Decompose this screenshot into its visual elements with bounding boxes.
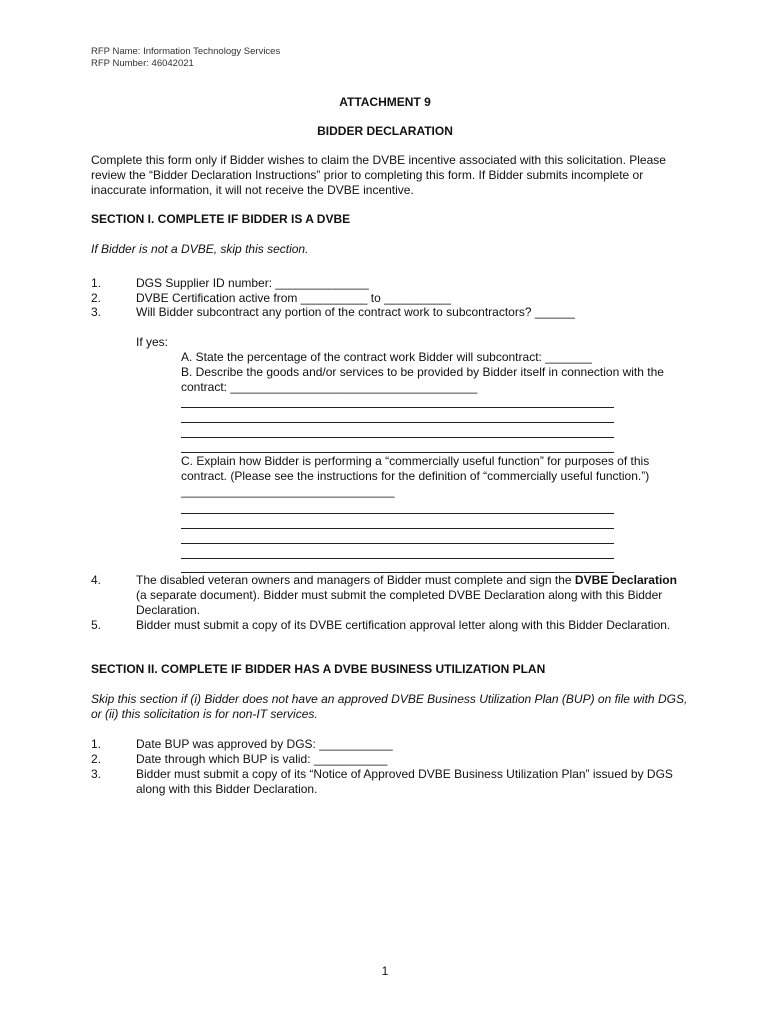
dvbe-declaration-term: DVBE Declaration — [574, 573, 677, 587]
s2-item-3-text: Bidder must submit a copy of its “Notice of Approved DVBE Business Utilization Plan” issued by DGS along with this Bidder Declaration. — [136, 767, 673, 796]
s2-item-2-number: 2. — [91, 752, 102, 766]
answer-line — [181, 558, 614, 559]
answer-line — [181, 513, 614, 514]
rfp-number: RFP Number: 46042021 — [91, 58, 194, 69]
s1-item-5-text: Bidder must submit a copy of its DVBE certification approval letter along with this Bidder Declaration. — [136, 618, 671, 632]
section-2-heading: SECTION II. COMPLETE IF BIDDER HAS A DVBE BUSINESS UTILIZATION PLAN — [91, 662, 546, 676]
section-1-note: If Bidder is not a DVBE, skip this section. — [91, 242, 309, 256]
rfp-name: RFP Name: Information Technology Services — [91, 46, 281, 57]
answer-line — [181, 437, 614, 438]
s2-item-1-number: 1. — [91, 737, 102, 751]
s1-item-4-post: (a separate document). Bidder must submit the completed DVBE Declaration along with this Bidder Declaration. — [136, 588, 663, 617]
answer-line — [181, 407, 614, 408]
s2-item-2-text: Date through which BUP is valid: ___________ — [136, 752, 388, 766]
s1-item-2-text: DVBE Certification active from __________ to __________ — [136, 291, 451, 305]
intro-paragraph: Complete this form only if Bidder wishes to claim the DVBE incentive associated with this solicitation. Please review the “Bidder Declaration Instructions” prior to completing this form. If Bidder submits incomplete or inaccurate information, it will not receive the DVBE incentive. — [91, 153, 666, 197]
s1-item-4-number: 4. — [91, 573, 102, 587]
section-2-note: Skip this section if (i) Bidder does not have an approved DVBE Business Utilization Plan (BUP) on file with DGS, or (ii) this solicitation is for non-IT services. — [91, 692, 688, 721]
s1-item-3-number: 3. — [91, 305, 102, 319]
s1-item-5-number: 5. — [91, 618, 102, 632]
s2-item-1-text: Date BUP was approved by DGS: ___________ — [136, 737, 393, 751]
page-number: 1 — [381, 964, 389, 978]
attachment-title: ATTACHMENT 9 — [339, 95, 431, 109]
s1-item-1-text: DGS Supplier ID number: ______________ — [136, 276, 369, 290]
page-header — [91, 46, 280, 70]
s1-item-4-pre: The disabled veteran owners and managers of Bidder must complete and sign the — [136, 573, 575, 587]
answer-line — [181, 528, 614, 529]
answer-line — [181, 452, 614, 453]
document-title: BIDDER DECLARATION — [317, 124, 453, 138]
if-yes-label: If yes: — [136, 335, 169, 349]
s1-item-1-number: 1. — [91, 276, 102, 290]
s1-item-3-text: Will Bidder subcontract any portion of the contract work to subcontractors? ______ — [136, 305, 575, 319]
sub-item-c: C. Explain how Bidder is performing a “commercially useful function” for purposes of this contract. (Please see the instructions for the definition of “commercially useful function.”) ________________________________ — [181, 454, 650, 498]
section-1-heading: SECTION I. COMPLETE IF BIDDER IS A DVBE — [91, 212, 351, 226]
s2-item-3-number: 3. — [91, 767, 102, 781]
s1-item-4-text — [136, 573, 681, 618]
sub-item-a: A. State the percentage of the contract work Bidder will subcontract: _______ — [181, 350, 592, 364]
sub-item-b: B. Describe the goods and/or services to be provided by Bidder itself in connection with the contract: _____________________________________ — [181, 365, 664, 394]
answer-line — [181, 422, 614, 423]
answer-line — [181, 543, 614, 544]
s1-item-2-number: 2. — [91, 291, 102, 305]
